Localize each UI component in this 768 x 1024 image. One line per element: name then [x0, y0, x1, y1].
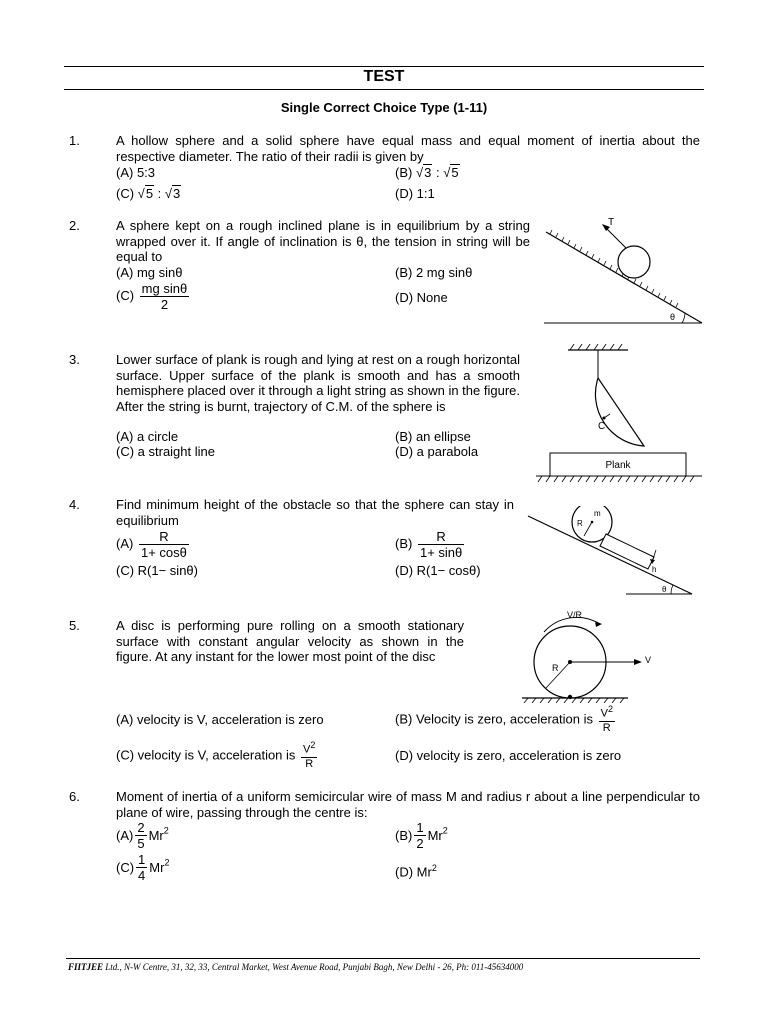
numerator [599, 704, 615, 722]
fraction [301, 740, 317, 770]
option-b [395, 530, 466, 559]
fraction [135, 821, 146, 850]
section-subtitle: Single Correct Choice Type (1-11) [280, 100, 488, 115]
option-a [116, 530, 191, 559]
radicand: 5 [451, 165, 459, 180]
question-number: 4. [69, 497, 80, 512]
sqrt: √5 [137, 186, 154, 201]
footer-text [68, 962, 523, 972]
exponent: 2 [164, 857, 170, 868]
footer-rule [66, 958, 700, 959]
option-label: (B) [395, 165, 413, 180]
sphere [618, 246, 650, 278]
exponent: 2 [607, 704, 613, 714]
exponent: 2 [431, 863, 437, 873]
incline-hatching [550, 230, 678, 307]
rotation-arrowhead [595, 621, 602, 627]
inclined-plane-figure [540, 214, 710, 329]
question-text: Lower surface of plank is rough and lying at rest on a rough horizontal surface. Upper surface of the plank is smooth and has a smooth hemisphere placed over it through a light string as shown in the figure. After the string is burnt, trajectory of C.M. of the sphere is [116, 352, 520, 414]
question-number: 6. [69, 789, 80, 804]
option-c [116, 740, 319, 770]
surface-hatching [524, 698, 624, 703]
question-text: A hollow sphere and a solid sphere have equal mass and equal moment of inertia about the respective diameter. The ratio of their radii is given by [116, 133, 700, 164]
option-c: (C) R(1− sinθ) [116, 563, 198, 578]
numerator-base: V [303, 743, 311, 756]
cm-label: C [598, 421, 606, 432]
plank-label: Plank [605, 460, 631, 471]
top-rule [64, 66, 704, 67]
numerator-base: V [600, 707, 608, 720]
numerator [301, 740, 317, 758]
option-a [116, 821, 169, 850]
angle-arc [671, 585, 673, 594]
option-label: (C) velocity is V, acceleration is [116, 747, 296, 763]
denominator: 5 [137, 836, 145, 851]
numerator: R [418, 530, 464, 545]
angle-label: θ [670, 312, 676, 322]
option-label: (A) [116, 828, 134, 843]
numerator: mg sinθ [141, 281, 188, 296]
numerator: R [139, 530, 189, 545]
radius-label: R [577, 519, 583, 528]
option-label: (A) [116, 535, 134, 551]
angle-label: θ [662, 585, 667, 594]
option-c: (C) a straight line [116, 444, 215, 459]
sqrt: √3 [415, 165, 432, 180]
mr-term: Mr [149, 860, 165, 875]
angle-arc [682, 313, 685, 323]
hemisphere-plank-figure [534, 342, 704, 484]
sqrt: √3 [164, 186, 181, 201]
option-d: (D) a parabola [395, 444, 479, 459]
numerator: 2 [137, 820, 145, 835]
sqrt: √5 [443, 165, 459, 180]
mr-term: Mr [148, 828, 164, 843]
tension-label: T [608, 217, 615, 228]
fraction [599, 704, 615, 734]
option-d: (D) velocity is zero, acceleration is zero [395, 748, 622, 763]
option-b: (B) an ellipse [395, 429, 471, 444]
option-b [395, 704, 617, 734]
question-text: Moment of inertia of a uniform semicircular wire of mass M and radius r about a line perpendicular to plane of wire, passing through the centre is: [116, 789, 700, 820]
fraction [414, 821, 425, 850]
denominator: 2 [160, 297, 169, 312]
ground-hatching [538, 476, 694, 482]
option-b [395, 821, 448, 850]
option-c [116, 282, 191, 311]
sphere-obstacle-figure [526, 506, 696, 598]
question-text: Find minimum height of the obstacle so that the sphere can stay in equilibrium [116, 497, 514, 528]
fraction [136, 853, 147, 882]
mr-term: Mr [427, 828, 443, 843]
radius-label: R [552, 663, 559, 673]
brand-name: FIITJEE [68, 962, 104, 972]
title-rule [64, 89, 704, 90]
question-text: A disc is performing pure rolling on a smooth stationary surface with constant angular velocity as shown in the figure. At any instant for the lower most point of the disc [116, 618, 464, 664]
option-label: (D) Mr [395, 864, 432, 880]
radicand: 3 [173, 186, 181, 201]
angular-velocity-label: V/R [567, 610, 583, 620]
exponent: 2 [163, 825, 169, 836]
fraction [139, 530, 189, 559]
page-title: TEST [363, 68, 405, 85]
mass-label: m [594, 509, 601, 518]
ceiling-hatching [570, 344, 622, 350]
question-number: 1. [69, 133, 80, 148]
fraction [418, 530, 464, 559]
option-a: (A) mg sinθ [116, 265, 183, 280]
question-number: 3. [69, 352, 80, 367]
option-d: (D) None [395, 290, 448, 305]
question-number: 5. [69, 618, 80, 633]
hemisphere [595, 378, 644, 446]
radicand: 5 [145, 186, 154, 201]
separator: : [432, 165, 444, 180]
radicand: 3 [424, 165, 432, 180]
separator: : [154, 186, 165, 201]
fraction [140, 282, 190, 311]
question-number: 2. [69, 218, 80, 233]
height-label: h [652, 565, 657, 574]
option-label: (C) [116, 287, 135, 303]
option-b: (B) 2 mg sinθ [395, 265, 473, 280]
option-a: (A) 5:3 [116, 165, 156, 180]
footer-address: Ltd., N-W Centre, 31, 32, 33, Central Market, West Avenue Road, Punjabi Bagh, New Delhi - 26, Ph: 011-45634000 [103, 962, 524, 972]
numerator: 1 [416, 820, 424, 835]
option-a: (A) a circle [116, 429, 179, 444]
option-label: (B) [395, 828, 413, 843]
option-d: (D) 1:1 [395, 186, 435, 201]
option-label: (B) Velocity is zero, acceleration is [395, 711, 593, 727]
denominator: 4 [138, 868, 146, 883]
denominator: 1+ sinθ [419, 545, 463, 560]
velocity-label: V [645, 655, 652, 665]
option-label: (C) [116, 186, 135, 201]
velocity-arrowhead [634, 659, 642, 665]
option-d: (D) R(1− cosθ) [395, 563, 481, 578]
denominator: 2 [416, 836, 424, 851]
obstacle-block [600, 534, 654, 569]
denominator: R [602, 721, 611, 734]
exponent: 2 [310, 740, 316, 750]
numerator: 1 [138, 852, 146, 867]
option-c [116, 853, 169, 882]
option-label: (C) [116, 860, 135, 875]
question-text: A sphere kept on a rough inclined plane is in equilibrium by a string wrapped over it. If angle of inclination is θ, the tension in string will be equal to [116, 218, 530, 264]
option-label: (B) [395, 535, 413, 551]
option-b [395, 165, 460, 180]
option-c [116, 186, 181, 201]
denominator: 1+ cosθ [140, 545, 187, 560]
rolling-disc-figure [520, 608, 670, 703]
option-a: (A) velocity is V, acceleration is zero [116, 712, 324, 727]
option-d [395, 861, 437, 879]
denominator: R [305, 757, 314, 770]
exponent: 2 [442, 825, 448, 836]
